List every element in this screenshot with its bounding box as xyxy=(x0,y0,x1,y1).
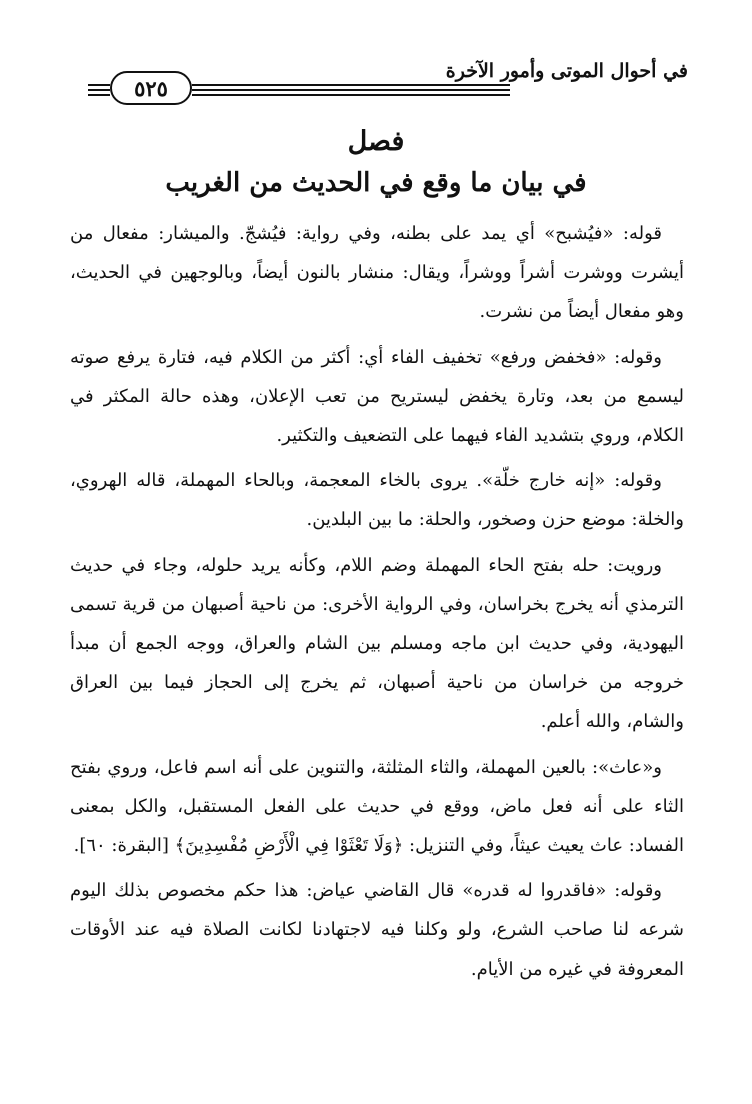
text-line: ووجه الجمع أن مبدأ خروجه من خراسان من ناحية أصبهان، ثم يخرج إلى xyxy=(70,633,684,694)
text-line: صوته ليسمع من بعد، وتارة يخفض ليستريح من تعب الإعلان، وهذه حالة xyxy=(70,346,684,407)
page-number: ٥٢٥ xyxy=(110,71,192,105)
text-line: بمعنى الفساد: عاث يعيث عيثاً، وفي التنزيل: ﴿وَلَا تَعْثَوْا فِي الْأَرْضِ xyxy=(70,795,684,857)
text-line: أيشرت ووشرت أشراً ووشراً، ويقال: منشار بالنون أيضاً، وبالوجهين في xyxy=(138,262,684,284)
text-line: ورويت: حله بفتح الحاء المهملة وضم اللام، وكأنه يريد حلوله، وجاء في xyxy=(121,554,662,576)
text-line: مُفْسِدِينَ﴾ [البقرة: ٦٠]. xyxy=(73,835,249,857)
text-line: وقوله: «فخفض ورفع» تخفيف الفاء أي: أكثر من الكلام فيه، فتارة يرفع xyxy=(116,346,662,368)
text-line: بفتح الثاء على أنه فعل ماض، ووقع في حديث على الفعل المستقبل، والكل xyxy=(70,756,684,817)
header-rule xyxy=(192,94,510,96)
paragraph xyxy=(70,871,684,989)
section-subheading: في بيان ما وقع في الحديث من الغريب xyxy=(165,168,587,198)
header-rule xyxy=(88,84,110,86)
text-line: اليوم شرعه لنا صاحب الشرع، ولو وكلنا فيه لاجتهادنا لكانت الصلاة فيه عند xyxy=(70,880,684,941)
paragraph xyxy=(70,214,684,332)
text-line: المكثر في الكلام، وروي بتشديد الفاء فيهما على التضعيف والتكثير. xyxy=(70,385,684,447)
text-line: و«عاث»: بالعين المهملة، والثاء المثلثة، والتنوين على أنه اسم فاعل، وروي xyxy=(107,756,663,778)
text-line: الحجاز فيما بين العراق والشام، والله أعلم. xyxy=(70,672,684,733)
text-line: الهروي، والخلة: موضع حزن وصخور، والحلة: ما بين البلدين. xyxy=(70,470,684,531)
text-line: من قرية تسمى اليهودية، وفي حديث ابن ماجه ومسلم بين الشام والعراق، xyxy=(70,593,684,655)
page-header xyxy=(88,58,688,101)
text-line: الأوقات المعروفة في غيره من الأيام. xyxy=(70,919,684,980)
text-line: قوله: «فيُشبح» أي يمد على بطنه، وفي رواية: فيُشجّ. والميشار: مفعال من xyxy=(70,223,662,244)
text-line: وقوله: «فاقدروا له قدره» قال القاضي عياض: هذا حكم مخصوص بذلك xyxy=(114,880,662,902)
paragraph xyxy=(70,338,684,456)
paragraph xyxy=(70,546,684,742)
paragraph xyxy=(70,461,684,539)
text-line: حديث الترمذي أنه يخرج بخراسان، وفي الرواية الأخرى: من ناحية أصبهان xyxy=(70,554,684,615)
section-heading: فصل xyxy=(347,126,405,157)
paragraph xyxy=(70,748,684,866)
header-rule xyxy=(192,89,510,91)
text-line: الحديث، وهو مفعال أيضاً من نشرت. xyxy=(70,262,684,323)
text-line: وقوله: «إنه خارج خلّة». يروى بالخاء المعجمة، وبالحاء المهملة، قاله xyxy=(136,470,662,492)
header-rule xyxy=(88,89,110,91)
running-title: في أحوال الموتى وأمور الآخرة xyxy=(445,60,688,82)
header-rule xyxy=(88,94,110,96)
header-rule xyxy=(192,84,510,86)
body-text xyxy=(70,214,684,989)
